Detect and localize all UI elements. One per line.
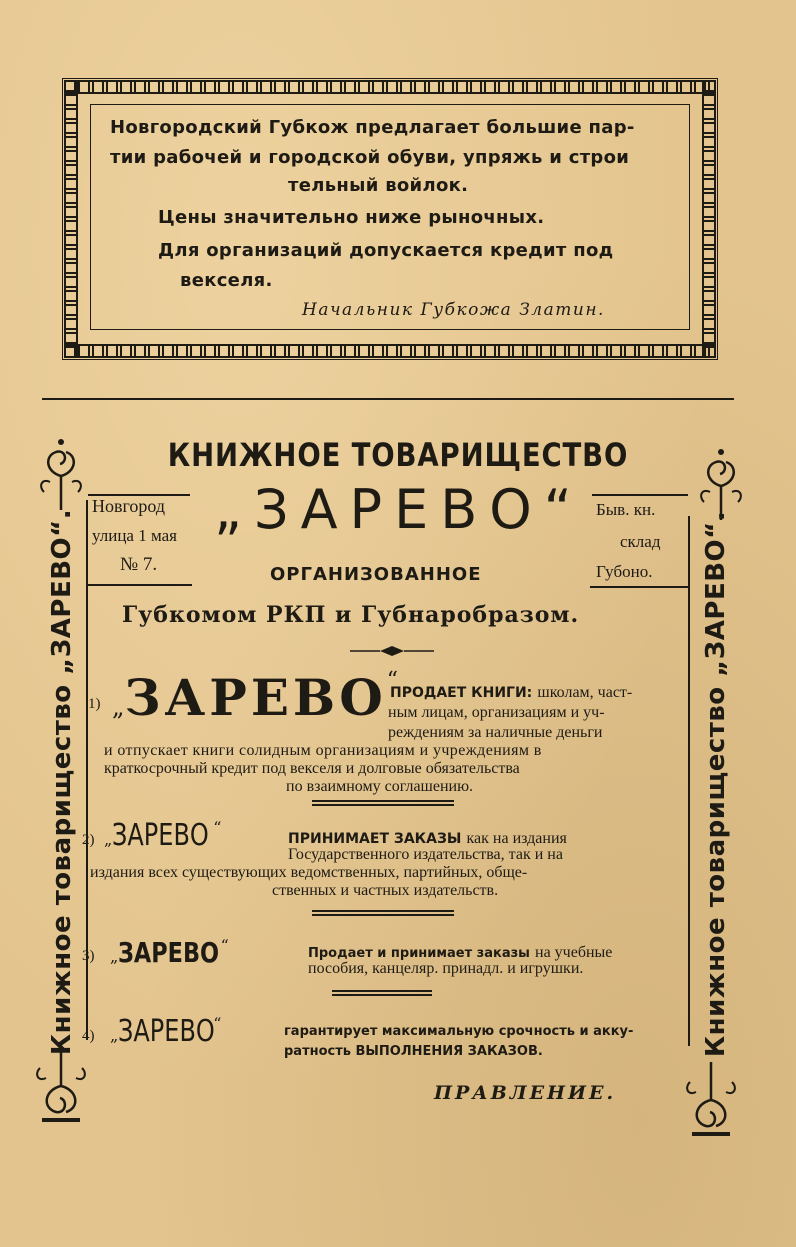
former-place-rule-bottom xyxy=(590,586,688,588)
former-place-line-3: Губоно. xyxy=(596,562,653,581)
address-number: № 7. xyxy=(120,554,158,575)
item-2-number: 2) xyxy=(82,832,95,848)
item-4-line-1: гарантирует максимальную срочность и акку- xyxy=(284,1024,634,1039)
top-ad-line-1: Новгородский Губкож предлагает большие пар- xyxy=(110,117,635,138)
item-2-close-quote: “ xyxy=(213,818,222,837)
address-street: улица 1 мая xyxy=(92,526,177,545)
item-3-line-1: на учебные xyxy=(535,944,613,961)
brand-title: „ЗАРЕВО“ xyxy=(214,478,584,541)
item-4-number: 4) xyxy=(82,1028,95,1044)
item-1-open-quote: „ xyxy=(112,693,125,721)
item-1-first-line xyxy=(390,682,632,701)
item-4-close-quote: “ xyxy=(213,1014,222,1033)
board-signature: ПРАВЛЕНИЕ. xyxy=(434,1082,617,1104)
item-4-brand-word: ЗАРЕВО xyxy=(118,1014,216,1049)
ornament-top-left-icon xyxy=(36,436,86,512)
top-ad-line-2: тии рабочей и городской обуви, упряжь и строи xyxy=(110,147,630,168)
item-1-line-4: и отпускает книги солидным организациям и учреждениям в xyxy=(104,742,542,759)
top-ad-signature: Начальник Губкожа Златин. xyxy=(302,300,605,320)
item-4-line-2: ратность ВЫПОЛНЕНИЯ ЗАКАЗОВ. xyxy=(284,1044,543,1059)
item-1-close-quote: “ xyxy=(386,668,398,693)
item-3-lead: Продает и принимает заказы xyxy=(308,946,530,961)
item-3-open-quote: „ xyxy=(110,947,119,966)
item-1-number: 1) xyxy=(88,696,101,712)
item-1-line-1: школам, част- xyxy=(537,684,633,701)
top-ad-border-left xyxy=(64,80,78,358)
top-ad-border-top xyxy=(64,80,716,94)
item-2-line-2: Государственного издательства, так и на xyxy=(288,846,563,863)
former-place-line-1: Быв. кн. xyxy=(596,500,656,519)
item-2-divider xyxy=(312,910,454,916)
side-text-right: Книжное товарищество „ЗАРЕВО“. xyxy=(701,510,731,1058)
side-text-left: Книжное товарищество „ЗАРЕВО“. xyxy=(47,508,77,1056)
top-ad-line-3: тельный войлок. xyxy=(288,175,469,196)
top-ad-border-right xyxy=(702,80,716,358)
item-2-lead: ПРИНИМАЕТ ЗАКАЗЫ xyxy=(288,831,462,847)
item-1-line-3: реждениям за наличные деньги xyxy=(388,724,603,741)
top-ad-border-bottom xyxy=(64,344,716,358)
item-1-brand xyxy=(112,668,398,727)
item-1-brand-word: ЗАРЕВО xyxy=(124,668,387,727)
organized-by: Губкомом РКП и Губнаробразом. xyxy=(122,602,580,628)
top-ad-line-5: Для организаций допускается кредит под xyxy=(158,240,614,261)
item-4-open-quote: „ xyxy=(110,1026,119,1045)
organized-label: ОРГАНИЗОВАННОЕ xyxy=(270,564,482,585)
item-1-line-6: по взаимному соглашению. xyxy=(286,778,474,795)
item-3-brand-word: ЗАРЕВО xyxy=(118,936,220,969)
item-2-open-quote: „ xyxy=(104,830,113,849)
item-3-divider xyxy=(332,990,432,996)
item-2-line-4: ственных и частных издательств. xyxy=(272,882,499,899)
top-ad-line-4: Цены значительно ниже рыночных. xyxy=(158,207,545,228)
section-separator xyxy=(42,398,734,400)
divider-flourish-icon xyxy=(350,645,434,657)
right-side-rule xyxy=(688,516,690,1046)
item-3-number: 3) xyxy=(82,948,95,964)
item-2-brand-word: ЗАРЕВО xyxy=(112,818,210,853)
company-heading: КНИЖНОЕ ТОВАРИЩЕСТВО xyxy=(167,436,629,474)
ornament-bottom-left-icon xyxy=(34,1046,88,1128)
item-3-brand xyxy=(110,936,229,969)
item-2-brand xyxy=(104,818,221,853)
address-city: Новгород xyxy=(92,496,166,516)
item-1-line-2: ным лицам, организациям и уч- xyxy=(388,704,605,721)
top-ad-line-6: векселя. xyxy=(180,270,273,291)
address-rule-bottom xyxy=(88,584,192,586)
item-1-divider xyxy=(312,800,454,806)
former-place-rule-top xyxy=(592,494,688,496)
item-2-line-3: издания всех существующих ведомственных, партийных, обще- xyxy=(90,864,528,881)
former-place-line-2: склад xyxy=(620,532,661,551)
item-3-line-2: пособия, канцеляр. принадл. и игрушки. xyxy=(308,960,584,977)
item-2-line-1: как на издания xyxy=(466,830,567,847)
item-1-line-5: краткосрочный кредит под векселя и долговые обязательства xyxy=(104,760,520,777)
item-3-first-line xyxy=(308,942,612,961)
item-1-lead: ПРОДАЕТ КНИГИ: xyxy=(390,685,533,701)
item-4-brand xyxy=(110,1014,221,1049)
item-3-close-quote: “ xyxy=(220,936,229,955)
item-2-first-line xyxy=(288,828,567,847)
ornament-bottom-right-icon xyxy=(684,1060,738,1142)
